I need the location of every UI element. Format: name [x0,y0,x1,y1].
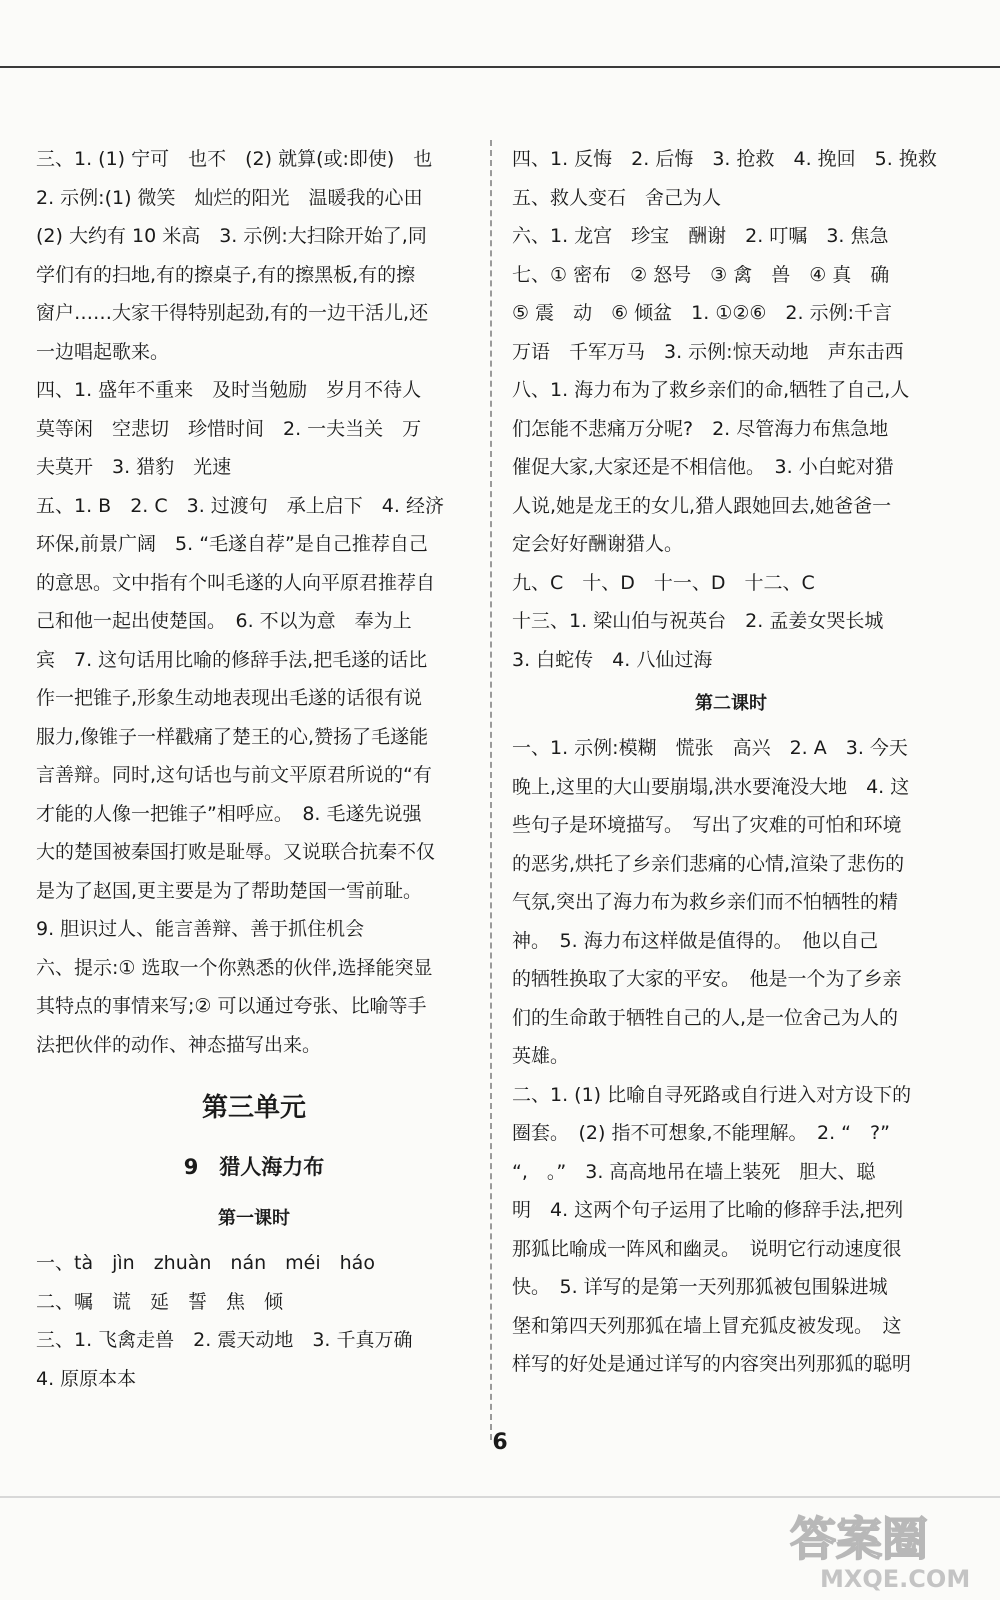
section-title-lesson-1: 第一课时 [218,1208,290,1229]
answer-line: 的牺牲换取了大家的平安。 他是一个为了乡亲 [512,968,902,990]
site-watermark-logo [780,1505,990,1595]
answer-line: 那狐比喻成一阵风和幽灵。 说明它行动速度很 [512,1237,902,1260]
answer-line: 4. 原原本本 [36,1367,137,1390]
answer-line: 2. 示例:(1) 微笑 灿烂的阳光 温暖我的心田 [36,186,423,209]
answer-line: 八、1. 海力布为了救乡亲们的命,牺牲了自己,人 [512,379,910,401]
lesson-title: 9 猎人海力布 [183,1155,325,1179]
answer-line: 定会好好酬谢猎人。 [512,533,684,555]
page-number: 6 [492,1430,508,1455]
answer-line: 们的生命敢于牺牲自己的人,是一位舍己为人的 [512,1006,899,1029]
answer-line: 言善辩。同时,这句话也与前文平原君所说的“有 [36,764,432,786]
right-answers-b [512,729,950,1384]
answer-line: 六、1. 龙宫 珍宝 酬谢 2. 叮嘱 3. 焦急 [512,225,889,247]
answer-line: 作一把锥子,形象生动地表现出毛遂的话很有说 [36,687,423,709]
answer-line: (2) 大约有 10 米高 3. 示例:大扫除开始了,同 [36,225,427,247]
answer-line: 其特点的事情来写;② 可以通过夸张、比喻等手 [36,995,427,1017]
answer-line: 三、1. 飞禽走兽 2. 震天动地 3. 千真万确 [36,1329,413,1351]
right-answers-a [512,140,950,679]
answer-line: 二、嘱 谎 延 誓 焦 倾 [36,1290,284,1313]
answer-line: 晚上,这里的大山要崩塌,洪水要淹没大地 4. 这 [512,775,910,798]
answer-line: 才能的人像一把锥子”相呼应。 8. 毛遂先说强 [36,802,422,825]
left-answers-a [36,140,472,1064]
answer-line: 法把伙伴的动作、神态描写出来。 [36,1033,322,1056]
answer-line: 五、1. B 2. C 3. 过渡句 承上启下 4. 经济 [36,494,444,517]
answer-line: 的意思。文中指有个叫毛遂的人向平原君推荐自 [36,571,436,594]
answer-line: 的恶劣,烘托了乡亲们悲痛的心情,渲染了悲伤的 [512,852,905,875]
answer-line: 圈套。 (2) 指不可想象,不能理解。 2. “ ?” [512,1122,890,1144]
answer-line: 二、1. (1) 比喻自寻死路或自行进入对方设下的 [512,1083,912,1106]
top-rule [0,66,1000,68]
answer-line: 一、1. 示例:模糊 慌张 高兴 2. A 3. 今天 [512,737,908,759]
answer-line: 3. 白蛇传 4. 八仙过海 [512,648,713,671]
answer-line: 三、1. (1) 宁可 也不 (2) 就算(或:即使) 也 [36,148,433,170]
answer-line: 催促大家,大家还是不相信他。 3. 小白蛇对猎 [512,456,894,478]
answer-line: 一、tà jìn zhuàn nán méi háo [36,1252,375,1274]
answer-line: 些句子是环境描写。 写出了灾难的可怕和环境 [512,814,902,836]
answer-line: 堡和第四天列那狐在墙上冒充狐皮被发现。 这 [512,1314,902,1337]
left-answers-b [36,1244,472,1398]
answer-line: 窗户……大家干得特别起劲,有的一边干活儿,还 [36,302,429,324]
answer-line: 己和他一起出使楚国。 6. 不以为意 奉为上 [36,610,412,632]
right-column [512,140,950,1384]
answer-line: 人说,她是龙王的女儿,猎人跟她回去,她爸爸一 [512,494,892,517]
left-column [36,140,472,1398]
answer-line: 服力,像锥子一样戳痛了楚王的心,赞扬了毛遂能 [36,725,429,748]
answer-line: 五、救人变石 舍己为人 [512,186,722,209]
answer-line: 十三、1. 梁山伯与祝英台 2. 孟姜女哭长城 [512,610,884,632]
answer-line: 六、提示:① 选取一个你熟悉的伙伴,选择能突显 [36,956,433,979]
answer-line: 九、C 十、D 十一、D 十二、C [512,571,815,594]
unit-title: 第三单元 [201,1093,306,1123]
answer-line: 莫等闲 空悲切 珍惜时间 2. 一夫当关 万 [36,417,422,440]
answer-line: 宾 7. 这句话用比喻的修辞手法,把毛遂的话比 [36,648,428,671]
watermark-sub-text: MXQE.COM [820,1565,971,1593]
column-divider [490,140,492,1440]
answer-line: 四、1. 反悔 2. 后悔 3. 抢救 4. 挽回 5. 挽救 [512,148,937,170]
answer-line: “, 。” 3. 高高地吊在墙上装死 胆大、聪 [512,1160,876,1183]
answer-line: 快。 5. 详写的是第一天列那狐被包围躲进城 [512,1276,888,1298]
answer-line: 神。 5. 海力布这样做是值得的。 他以自己 [512,929,879,952]
answer-line: 夫莫开 3. 猎豹 光速 [36,456,232,478]
bottom-edge [0,1496,1000,1498]
answer-line: 四、1. 盛年不重来 及时当勉励 岁月不待人 [36,379,422,401]
answer-line: 气氛,突出了海力布为救乡亲们而不怕牺牲的精 [512,891,899,913]
answer-line: 们怎能不悲痛万分呢? 2. 尽管海力布焦急地 [512,417,889,440]
answer-line: 明 4. 这两个句子运用了比喻的修辞手法,把列 [512,1199,904,1221]
section-title-lesson-2: 第二课时 [695,693,767,714]
watermark-main-text: 答案圈 [790,1512,928,1566]
answer-line: 万语 千军万马 3. 示例:惊天动地 声东击西 [512,340,904,363]
answer-line: 大的楚国被秦国打败是耻辱。又说联合抗秦不仅 [36,841,436,863]
answer-line: 是为了赵国,更主要是为了帮助楚国一雪前耻。 [36,879,423,902]
answer-line: 英雄。 [512,1045,570,1067]
answer-line: ⑤ 震 动 ⑥ 倾盆 1. ①②⑥ 2. 示例:千言 [512,302,892,324]
answer-line: 样写的好处是通过详写的内容突出列那狐的聪明 [512,1353,912,1375]
answer-line: 七、① 密布 ② 怒号 ③ 禽 兽 ④ 真 确 [512,263,890,286]
answer-line: 环保,前景广阔 5. “毛遂自荐”是自己推荐自己 [36,533,428,555]
answer-line: 学们有的扫地,有的擦桌子,有的擦黑板,有的擦 [36,263,416,286]
answer-line: 一边唱起歌来。 [36,340,170,363]
answer-line: 9. 胆识过人、能言善辩、善于抓住机会 [36,918,365,940]
